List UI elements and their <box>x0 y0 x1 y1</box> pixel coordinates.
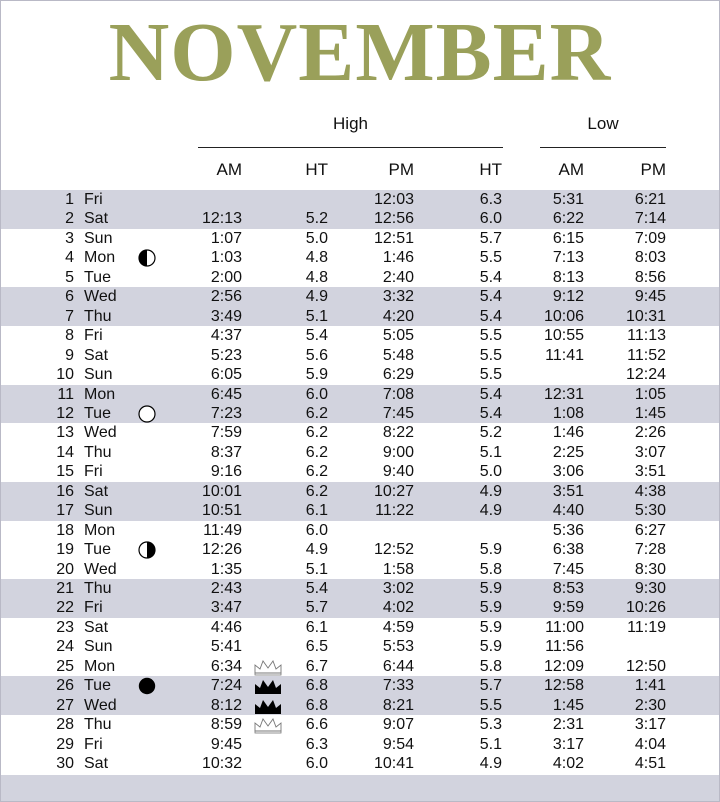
high-am-time: 12:13 <box>201 210 242 228</box>
day-number: 11 <box>57 385 74 403</box>
high-am-height: 5.0 <box>305 229 328 247</box>
high-am-height: 6.0 <box>305 521 328 539</box>
day-number: 21 <box>56 580 74 597</box>
high-header-rule <box>198 147 503 148</box>
table-row <box>0 443 720 463</box>
high-pm-time: 9:00 <box>382 443 414 461</box>
high-pm-time: 4:20 <box>382 307 414 325</box>
low-pm-time: 3:51 <box>634 463 666 481</box>
table-row <box>0 560 720 580</box>
table-row <box>0 248 720 268</box>
weekday: Sat <box>84 210 109 228</box>
solid-crown-icon <box>252 696 284 715</box>
high-pm-time: 7:08 <box>382 385 414 403</box>
weekday: Wed <box>84 560 117 578</box>
col-header-high-am: AM <box>216 160 242 179</box>
low-am-time: 2:25 <box>552 443 584 461</box>
high-pm-time: 4:59 <box>382 618 414 636</box>
low-am-time: 11:56 <box>545 638 584 656</box>
high-am-height: 6.2 <box>305 482 328 500</box>
high-pm-time: 8:21 <box>382 696 414 714</box>
table-row <box>0 501 720 521</box>
low-pm-time: 8:30 <box>634 560 666 578</box>
table-row <box>0 229 720 249</box>
low-am-time: 6:38 <box>552 541 584 559</box>
table-row <box>0 190 720 210</box>
high-pm-height: 4.9 <box>479 755 502 773</box>
high-am-height: 4.8 <box>305 249 328 267</box>
table-row <box>0 385 720 405</box>
high-pm-height: 5.8 <box>479 560 502 578</box>
solid-crown-icon <box>252 676 284 695</box>
day-number: 4 <box>65 249 74 267</box>
day-number: 16 <box>56 482 74 500</box>
table-row <box>0 579 720 599</box>
low-pm-time: 7:28 <box>634 541 666 559</box>
day-number: 19 <box>56 541 74 559</box>
high-am-time: 4:37 <box>210 327 242 345</box>
table-row <box>0 696 720 716</box>
table-row <box>0 307 720 327</box>
day-number: 12 <box>56 404 74 422</box>
low-am-time: 6:15 <box>552 229 584 247</box>
high-pm-height: 5.0 <box>479 463 502 481</box>
low-am-time: 10:55 <box>543 327 584 345</box>
low-pm-time: 4:38 <box>634 482 666 500</box>
low-pm-time: 1:05 <box>634 385 666 403</box>
high-am-time: 2:43 <box>210 580 242 597</box>
low-pm-time: 10:26 <box>625 599 666 617</box>
high-am-time: 10:32 <box>201 755 242 773</box>
table-row <box>0 462 720 482</box>
low-pm-time: 2:30 <box>634 696 666 714</box>
high-am-time: 1:07 <box>210 229 242 247</box>
table-row <box>0 598 720 618</box>
high-pm-height: 5.7 <box>479 677 502 695</box>
high-am-time: 6:34 <box>210 657 242 675</box>
high-am-height: 6.7 <box>305 657 328 675</box>
high-am-height: 6.2 <box>305 404 328 422</box>
high-am-time: 6:05 <box>210 366 242 384</box>
low-am-time: 9:12 <box>552 288 584 306</box>
weekday: Tue <box>84 541 111 559</box>
low-pm-time: 11:19 <box>627 618 666 636</box>
weekday: Sat <box>84 755 109 773</box>
high-pm-time: 5:48 <box>382 346 414 364</box>
low-pm-time: 6:27 <box>634 521 666 539</box>
low-am-time: 12:31 <box>543 385 584 403</box>
col-header-high-am-height: HT <box>305 160 328 179</box>
day-number: 10 <box>56 366 74 384</box>
low-pm-time: 4:51 <box>634 755 666 773</box>
high-pm-time: 5:53 <box>382 638 414 656</box>
high-am-time: 12:26 <box>201 541 242 559</box>
high-am-time: 4:46 <box>210 618 242 636</box>
low-am-time: 5:36 <box>552 521 584 539</box>
table-row <box>0 521 720 541</box>
table-row <box>0 404 720 424</box>
high-pm-time: 7:45 <box>382 404 414 422</box>
high-am-time: 8:12 <box>210 696 242 714</box>
weekday: Tue <box>84 404 111 422</box>
low-pm-time: 12:24 <box>625 366 666 384</box>
low-pm-time: 3:17 <box>634 716 666 734</box>
weekday: Sun <box>84 638 113 656</box>
high-pm-time: 7:33 <box>382 677 414 695</box>
weekday: Sat <box>84 618 109 636</box>
low-am-time: 1:08 <box>552 404 584 422</box>
high-pm-height: 5.9 <box>479 541 502 559</box>
low-pm-time: 1:45 <box>634 404 666 422</box>
day-number: 28 <box>56 716 74 734</box>
weekday: Wed <box>84 696 117 714</box>
low-pm-time: 9:30 <box>634 580 666 597</box>
day-number: 2 <box>65 210 74 228</box>
high-am-time: 10:01 <box>201 482 242 500</box>
high-pm-time: 1:46 <box>382 249 414 267</box>
low-am-time: 5:31 <box>552 191 584 208</box>
high-am-time: 10:51 <box>201 502 242 520</box>
day-number: 24 <box>56 638 74 656</box>
high-am-height: 6.0 <box>305 755 328 773</box>
high-am-height: 5.4 <box>305 327 328 345</box>
high-pm-height: 4.9 <box>479 482 502 500</box>
low-am-time: 3:51 <box>552 482 584 500</box>
high-pm-height: 5.1 <box>479 735 502 753</box>
weekday: Thu <box>84 716 112 734</box>
low-header-rule <box>540 147 666 148</box>
table-row <box>0 618 720 638</box>
high-pm-height: 6.3 <box>479 191 502 208</box>
day-number: 8 <box>65 327 74 345</box>
high-pm-height: 6.0 <box>479 210 502 228</box>
low-pm-time: 8:03 <box>634 249 666 267</box>
high-am-height: 6.6 <box>305 716 328 734</box>
low-am-time: 8:53 <box>552 580 584 597</box>
high-pm-time: 6:29 <box>382 366 414 384</box>
low-pm-time: 3:07 <box>634 443 666 461</box>
high-pm-height: 5.5 <box>479 366 502 384</box>
low-am-time: 1:46 <box>552 424 584 442</box>
day-number: 30 <box>56 755 74 773</box>
high-pm-height: 5.5 <box>479 249 502 267</box>
day-number: 18 <box>56 521 74 539</box>
high-pm-height: 5.4 <box>479 385 502 403</box>
col-header-low-am: AM <box>558 160 584 179</box>
weekday: Sat <box>84 346 109 364</box>
outline-crown-icon <box>252 715 284 734</box>
high-am-height: 6.8 <box>305 677 328 695</box>
high-pm-height: 4.9 <box>479 502 502 520</box>
high-am-height: 4.8 <box>305 268 328 286</box>
full-moon-icon <box>138 405 156 423</box>
high-am-time: 5:23 <box>210 346 242 364</box>
weekday: Mon <box>84 385 116 403</box>
high-am-height: 5.4 <box>305 580 328 597</box>
high-am-height: 6.1 <box>305 618 328 636</box>
table-row <box>0 676 720 696</box>
low-tide-header: Low <box>587 114 619 133</box>
col-header-high-pm: PM <box>388 160 414 179</box>
high-am-time: 6:45 <box>210 385 242 403</box>
table-row <box>0 482 720 502</box>
day-number: 7 <box>65 307 74 325</box>
low-am-time: 2:31 <box>552 716 584 734</box>
day-number: 26 <box>56 677 74 695</box>
new-moon-icon <box>138 677 156 695</box>
high-am-time: 8:59 <box>210 716 242 734</box>
low-am-time: 7:45 <box>552 560 584 578</box>
high-am-time: 1:03 <box>210 249 242 267</box>
day-number: 25 <box>56 657 74 675</box>
low-am-time: 4:02 <box>552 755 584 773</box>
high-am-height: 6.8 <box>305 696 328 714</box>
col-header-high-pm-height: HT <box>479 160 502 179</box>
high-pm-time: 9:40 <box>382 463 414 481</box>
day-number: 17 <box>56 502 74 520</box>
low-am-time: 7:13 <box>552 249 584 267</box>
low-pm-time: 10:31 <box>625 307 666 325</box>
weekday: Mon <box>84 657 116 675</box>
weekday: Thu <box>84 443 112 461</box>
high-pm-height: 5.3 <box>479 716 502 734</box>
high-pm-time: 9:54 <box>382 735 414 753</box>
day-number: 22 <box>56 599 74 617</box>
low-am-time: 12:09 <box>543 657 584 675</box>
low-pm-time: 9:45 <box>634 288 666 306</box>
high-am-height: 6.2 <box>305 463 328 481</box>
high-pm-height: 5.7 <box>479 229 502 247</box>
weekday: Wed <box>84 424 117 442</box>
high-am-height: 6.2 <box>305 424 328 442</box>
weekday: Sun <box>84 229 113 247</box>
day-number: 15 <box>56 463 74 481</box>
high-am-time: 3:49 <box>210 307 242 325</box>
high-pm-time: 3:32 <box>382 288 414 306</box>
high-pm-time: 10:41 <box>373 755 414 773</box>
weekday: Tue <box>84 677 111 695</box>
low-pm-time: 8:56 <box>634 268 666 286</box>
low-am-time: 6:22 <box>552 210 584 228</box>
low-pm-time: 7:09 <box>634 229 666 247</box>
high-pm-height: 5.9 <box>479 599 502 617</box>
weekday: Wed <box>84 288 117 306</box>
day-number: 3 <box>65 229 74 247</box>
high-pm-time: 5:05 <box>382 327 414 345</box>
high-am-height: 6.0 <box>305 385 328 403</box>
high-am-height: 6.2 <box>305 443 328 461</box>
weekday: Thu <box>84 580 112 597</box>
high-am-height: 4.9 <box>305 288 328 306</box>
low-pm-time: 4:04 <box>634 735 666 753</box>
weekday: Fri <box>84 327 103 345</box>
high-am-time: 7:59 <box>210 424 242 442</box>
day-number: 9 <box>65 346 74 364</box>
table-row <box>0 735 720 755</box>
high-am-height: 5.1 <box>305 307 328 325</box>
high-am-height: 5.1 <box>305 560 328 578</box>
day-number: 13 <box>56 424 74 442</box>
high-pm-time: 2:40 <box>382 268 414 286</box>
low-pm-time: 7:14 <box>634 210 666 228</box>
high-pm-time: 1:58 <box>382 560 414 578</box>
low-pm-time: 1:41 <box>634 677 666 695</box>
day-number: 5 <box>65 268 74 286</box>
table-row <box>0 268 720 288</box>
high-am-height: 5.7 <box>305 599 328 617</box>
high-am-time: 11:49 <box>203 521 242 539</box>
low-am-time: 12:58 <box>543 677 584 695</box>
day-number: 29 <box>56 735 74 753</box>
outline-crown-icon <box>252 657 284 676</box>
low-am-time: 10:06 <box>543 307 584 325</box>
high-pm-height: 5.4 <box>479 288 502 306</box>
low-pm-time: 11:13 <box>627 327 666 345</box>
high-pm-height: 5.5 <box>479 327 502 345</box>
day-number: 14 <box>56 443 74 461</box>
high-pm-time: 12:52 <box>373 541 414 559</box>
high-pm-time: 12:56 <box>373 210 414 228</box>
high-am-height: 6.3 <box>305 735 328 753</box>
high-pm-height: 5.2 <box>479 424 502 442</box>
last-quarter-moon-icon <box>138 249 156 267</box>
weekday: Sun <box>84 502 113 520</box>
high-pm-height: 5.4 <box>479 404 502 422</box>
high-am-time: 2:56 <box>210 288 242 306</box>
high-am-time: 7:23 <box>210 404 242 422</box>
high-pm-time: 9:07 <box>382 716 414 734</box>
high-am-time: 1:35 <box>210 560 242 578</box>
table-row <box>0 209 720 229</box>
weekday: Fri <box>84 463 103 481</box>
weekday: Thu <box>84 307 112 325</box>
high-pm-time: 10:27 <box>373 482 414 500</box>
day-number: 1 <box>65 191 74 208</box>
high-am-time: 3:47 <box>210 599 242 617</box>
low-pm-time: 11:52 <box>627 346 666 364</box>
high-am-height: 4.9 <box>305 541 328 559</box>
high-pm-height: 5.5 <box>479 346 502 364</box>
high-am-height: 5.9 <box>305 366 328 384</box>
low-am-time: 8:13 <box>552 268 584 286</box>
high-pm-time: 6:44 <box>382 657 414 675</box>
table-row <box>0 423 720 443</box>
high-pm-time: 8:22 <box>382 424 414 442</box>
low-am-time: 1:45 <box>552 696 584 714</box>
high-am-height: 6.1 <box>305 502 328 520</box>
weekday: Fri <box>84 599 103 617</box>
low-am-time: 3:06 <box>552 463 584 481</box>
day-number: 20 <box>56 560 74 578</box>
weekday: Tue <box>84 268 111 286</box>
day-number: 23 <box>56 618 74 636</box>
table-row <box>0 326 720 346</box>
weekday: Mon <box>84 249 116 267</box>
high-pm-height: 5.4 <box>479 307 502 325</box>
high-am-height: 5.6 <box>305 346 328 364</box>
low-am-time: 11:41 <box>545 346 584 364</box>
month-title: NOVEMBER <box>108 6 612 99</box>
high-pm-height: 5.9 <box>479 638 502 656</box>
footer-band <box>1 775 719 801</box>
high-am-time: 2:00 <box>210 268 242 286</box>
high-am-time: 7:24 <box>210 677 242 695</box>
low-am-time: 3:17 <box>552 735 584 753</box>
low-pm-time: 6:21 <box>634 191 666 208</box>
low-pm-time: 5:30 <box>634 502 666 520</box>
high-pm-height: 5.9 <box>479 580 502 597</box>
high-am-time: 9:45 <box>210 735 242 753</box>
high-pm-height: 5.8 <box>479 657 502 675</box>
high-pm-time: 12:51 <box>373 229 414 247</box>
high-am-time: 9:16 <box>210 463 242 481</box>
high-pm-time: 11:22 <box>375 502 414 520</box>
weekday: Sat <box>84 482 109 500</box>
first-quarter-moon-icon <box>138 541 156 559</box>
day-number: 6 <box>65 288 74 306</box>
table-row <box>0 346 720 366</box>
high-pm-height: 5.4 <box>479 268 502 286</box>
high-pm-height: 5.9 <box>479 618 502 636</box>
high-am-height: 6.5 <box>305 638 328 656</box>
high-pm-height: 5.5 <box>479 696 502 714</box>
high-pm-time: 12:03 <box>373 191 414 208</box>
high-am-time: 8:37 <box>210 443 242 461</box>
low-am-time: 9:59 <box>552 599 584 617</box>
table-row <box>0 657 720 677</box>
table-row <box>0 754 720 774</box>
low-am-time: 4:40 <box>552 502 584 520</box>
table-row <box>0 637 720 657</box>
high-am-height: 5.2 <box>305 210 328 228</box>
low-am-time: 11:00 <box>545 618 584 636</box>
high-pm-time: 3:02 <box>382 580 414 597</box>
weekday: Fri <box>84 191 103 208</box>
table-row <box>0 287 720 307</box>
high-pm-time: 4:02 <box>382 599 414 617</box>
weekday: Mon <box>84 521 116 539</box>
weekday: Fri <box>84 735 103 753</box>
high-pm-height: 5.1 <box>479 443 502 461</box>
high-am-time: 5:41 <box>210 638 242 656</box>
table-row <box>0 715 720 735</box>
low-pm-time: 2:26 <box>634 424 666 442</box>
day-number: 27 <box>56 696 74 714</box>
weekday: Sun <box>84 366 113 384</box>
low-pm-time: 12:50 <box>625 657 666 675</box>
high-tide-header: High <box>333 114 368 133</box>
table-row <box>0 365 720 385</box>
col-header-low-pm: PM <box>640 160 666 179</box>
table-row <box>0 540 720 560</box>
